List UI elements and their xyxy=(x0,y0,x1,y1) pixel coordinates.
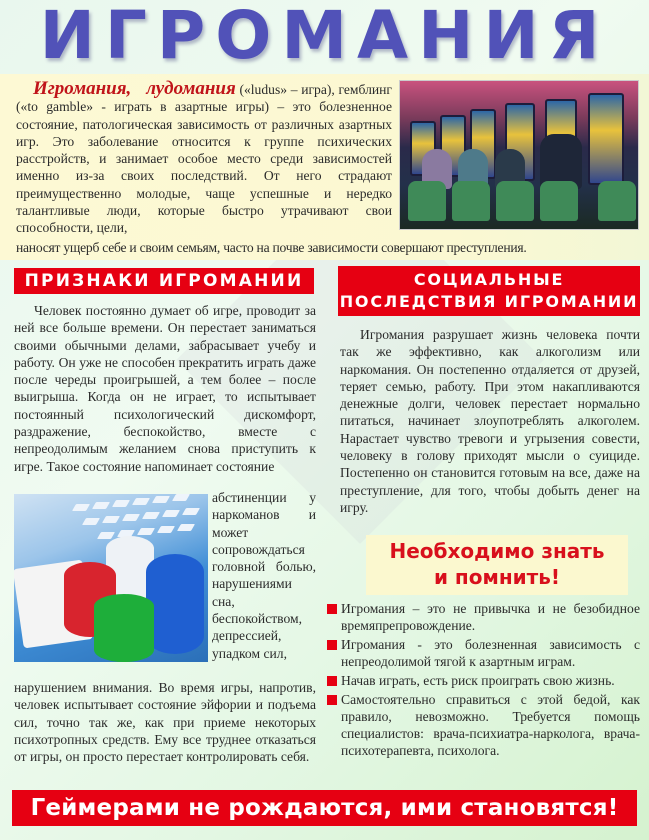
casino-chips-keyboard-photo xyxy=(14,494,208,662)
social-text xyxy=(340,326,640,516)
signs-text-bottom: нарушением внимания. Во время игры, напротив, человек испытывает состояние эйфории и подъема сил, точно так же, как при приеме некоторых психотропных средств. Ему все труднее отказаться от игры, он просто перестает контролировать себя. xyxy=(14,680,316,765)
intro-section xyxy=(0,74,649,260)
square-bullet-icon xyxy=(327,695,337,705)
square-bullet-icon xyxy=(327,640,337,650)
slogan-banner: Геймерами не рождаются, ими становятся! xyxy=(12,790,637,826)
intro-paragraph xyxy=(16,80,392,237)
intro-body: («ludus» – игра), гемблинг («to gamble» - играть в азартные игры) – это болезненное состояние, патологическая зависимость от различных азартных игр. Это заболевание относится к группе психических расстройств, и занимает особое место среди зависимостей именно из-за своих последствий. От него страдают преимущественно молодые, чаще успешные и нередко талантливые люди, которые быстро утрачивают свои способности, цели, xyxy=(16,82,392,236)
signs-text-top xyxy=(14,302,316,475)
social-header xyxy=(338,266,640,316)
fact-item: Игромания – это не привычка и не безобидное времяпрепровождение. xyxy=(327,600,640,634)
social-header-line1: СОЦИАЛЬНЫЕ xyxy=(413,270,565,289)
intro-lead: Игромания, лудомания xyxy=(33,78,236,99)
intro-last-line: наносят ущерб себе и своим семьям, часто на почве зависимости совершают преступления. xyxy=(16,240,527,255)
remember-box xyxy=(366,535,628,595)
fact-item: Самостоятельно справиться с этой бедой, как правило, невозможно. Требуется помощь специалистов: врача-психиатра-нарколога, врача-психотерапевта, психолога. xyxy=(327,691,640,759)
social-header-line2: ПОСЛЕДСТВИЯ ИГРОМАНИИ xyxy=(339,292,639,311)
fact-item: Игромания - это болезненная зависимость с непреодолимой тягой к азартным играм. xyxy=(327,636,640,670)
signs-header: ПРИЗНАКИ ИГРОМАНИИ xyxy=(14,268,314,294)
remember-line2: и помнить! xyxy=(433,565,561,589)
square-bullet-icon xyxy=(327,676,337,686)
signs-paragraph: Человек постоянно думает об игре, проводит за ней все больше времени. Он перестает заниматься своими обычными делами, забрасывает учебу и работу. Он уже не способен прекратить играть даже после череды проигрышей, а тем более – после выигрыша. Когда он не играет, то испытывает постоянный психологический дискомфорт, раздражение, беспокойство, вместе с непреодолимым желанием снова приступить к игре. Такое состояние напоминает состояние xyxy=(14,303,316,474)
remember-line1: Необходимо знать xyxy=(389,539,605,563)
facts-list xyxy=(327,600,640,761)
fact-item: Начав играть, есть риск проиграть свою жизнь. xyxy=(327,672,640,689)
page-title: ИГРОМАНИЯ xyxy=(39,0,610,74)
social-paragraph: Игромания разрушает жизнь человека почти так же эффективно, как алкоголизм или наркомания. Он постепенно отдаляется от друзей, теряет семью, работу. При этом накапливаются денежные долги, человек перестает нормально питаться, начинает злоупотреблять алкоголем. Нарастает чувство тревоги и угрызения совести, человеку в голову приходят мысли о суициде. Постепенно он становится готовым на все, даже на преступление, для того, чтобы добыть денег на игру. xyxy=(340,327,640,515)
signs-text-wrap: абстиненции у наркоманов и может сопровождаться головной болью, нарушениями сна, беспокойством, депрессией, упадком сил, xyxy=(212,490,316,661)
square-bullet-icon xyxy=(327,604,337,614)
casino-slot-machines-photo xyxy=(399,80,639,230)
